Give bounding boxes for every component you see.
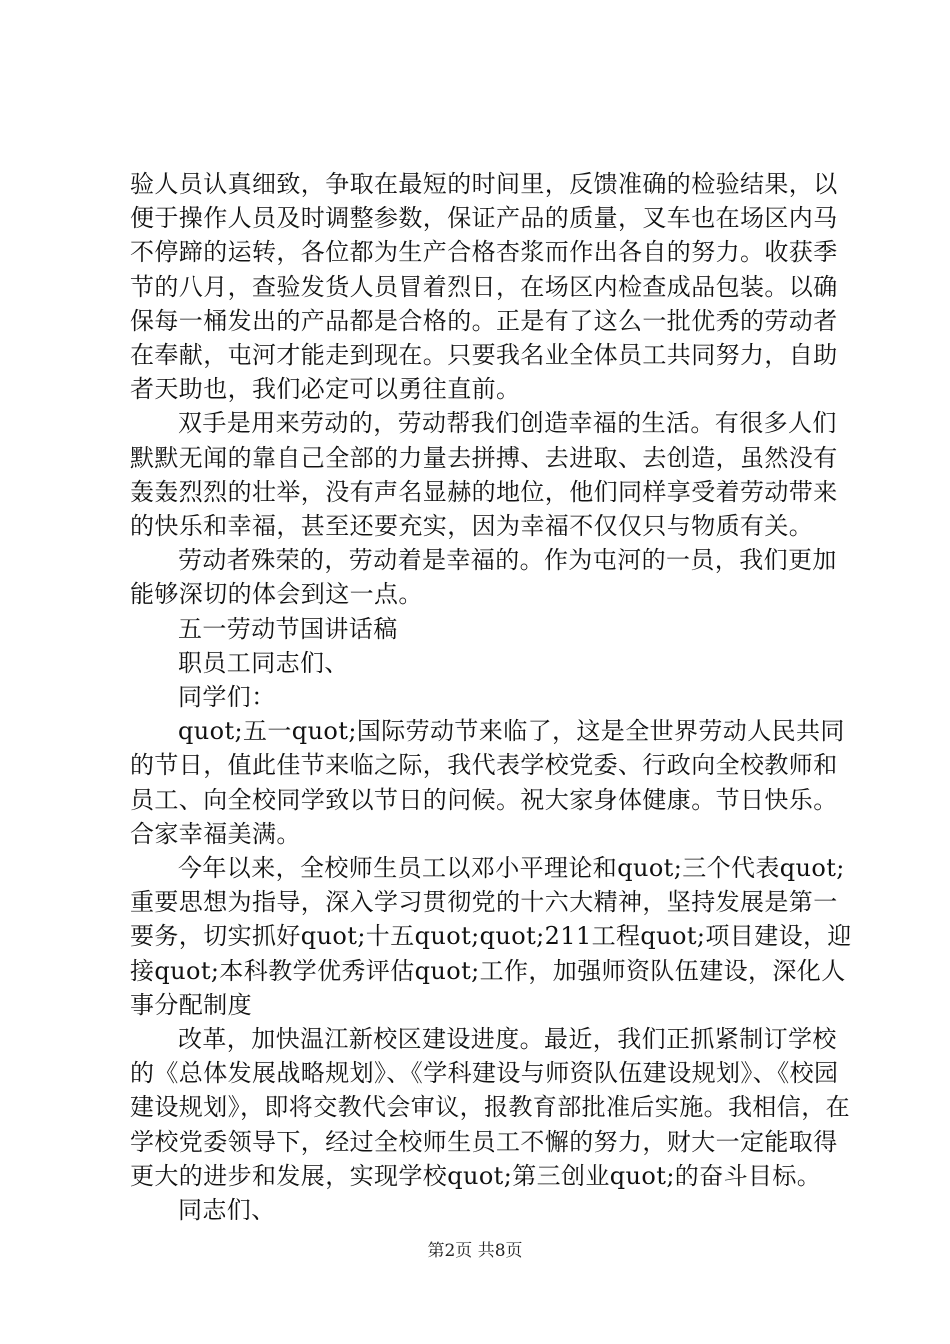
paragraph-greeting: quot;五一quot;国际劳动节来临了，这是全世界劳动人民共同的节日，值此佳节来临之际，我代表学校党委、行政向全校教师和员工、向全校同学致以节日的问候。祝大家身体健康。节日快乐。合家幸福美满。 — [130, 717, 845, 848]
salutation-students: 同学们： — [178, 683, 276, 712]
speech-title: 五一劳动节国讲话稿 — [178, 614, 398, 643]
salutation-comrades: 同志们、 — [178, 1196, 276, 1225]
paragraph-reform: 改革，加快温江新校区建设进度。最近，我们正抓紧制订学校的《总体发展战略规划》、《学科建设与师资队伍建设规划》、《校园建设规划》，即将交教代会审议，报教育部批准后实施。我相信，在学校党委领导下，经过全校师生员工不懈的努力，财大一定能取得更大的进步和发展，实现学校quot;第三创业quot;的奋斗目标。 — [130, 1025, 850, 1190]
paragraph-2: 双手是用来劳动的，劳动帮我们创造幸福的生活。有很多人们默默无闻的靠自己全部的力量去拼搏、去进取、去创造，虽然没有轰轰烈烈的壮举，没有声名显赫的地位，他们同样享受着劳动带来的快乐和幸福，甚至还要充实，因为幸福不仅仅只与物质有关。 — [130, 409, 838, 541]
page-footer — [0, 1240, 950, 1262]
paragraph-1: 验人员认真细致，争取在最短的时间里，反馈准确的检验结果，以便于操作人员及时调整参数，保证产品的质量，叉车也在场区内马不停蹄的运转，各位都为生产合格杏浆而作出各自的努力。收获季节的八月，查验发货人员冒着烈日，在场区内检查成品包装。以确保每一桶发出的产品都是合格的。正是有了这么一批优秀的劳动者在奉献，屯河才能走到现在。只要我名业全体员工共同努力，自助者天助也，我们必定可以勇往直前。 — [130, 170, 838, 404]
salutation-staff: 职员工同志们、 — [178, 648, 349, 677]
document-body — [130, 167, 860, 1227]
paragraph-3: 劳动者殊荣的，劳动着是幸福的。作为屯河的一员，我们更加能够深切的体会到这一点。 — [130, 546, 837, 609]
page-number: 第2页 共8页 — [427, 1241, 523, 1261]
paragraph-achievements: 今年以来，全校师生员工以邓小平理论和quot;三个代表quot;重要思想为指导，深入学习贯彻党的十六大精神，坚持发展是第一要务，切实抓好quot;十五quot;quot;211工程quot;项目建设，迎接quot;本科教学优秀评估quot;工作，加强师资队伍建设，深化人事分配制度 — [130, 854, 852, 1019]
